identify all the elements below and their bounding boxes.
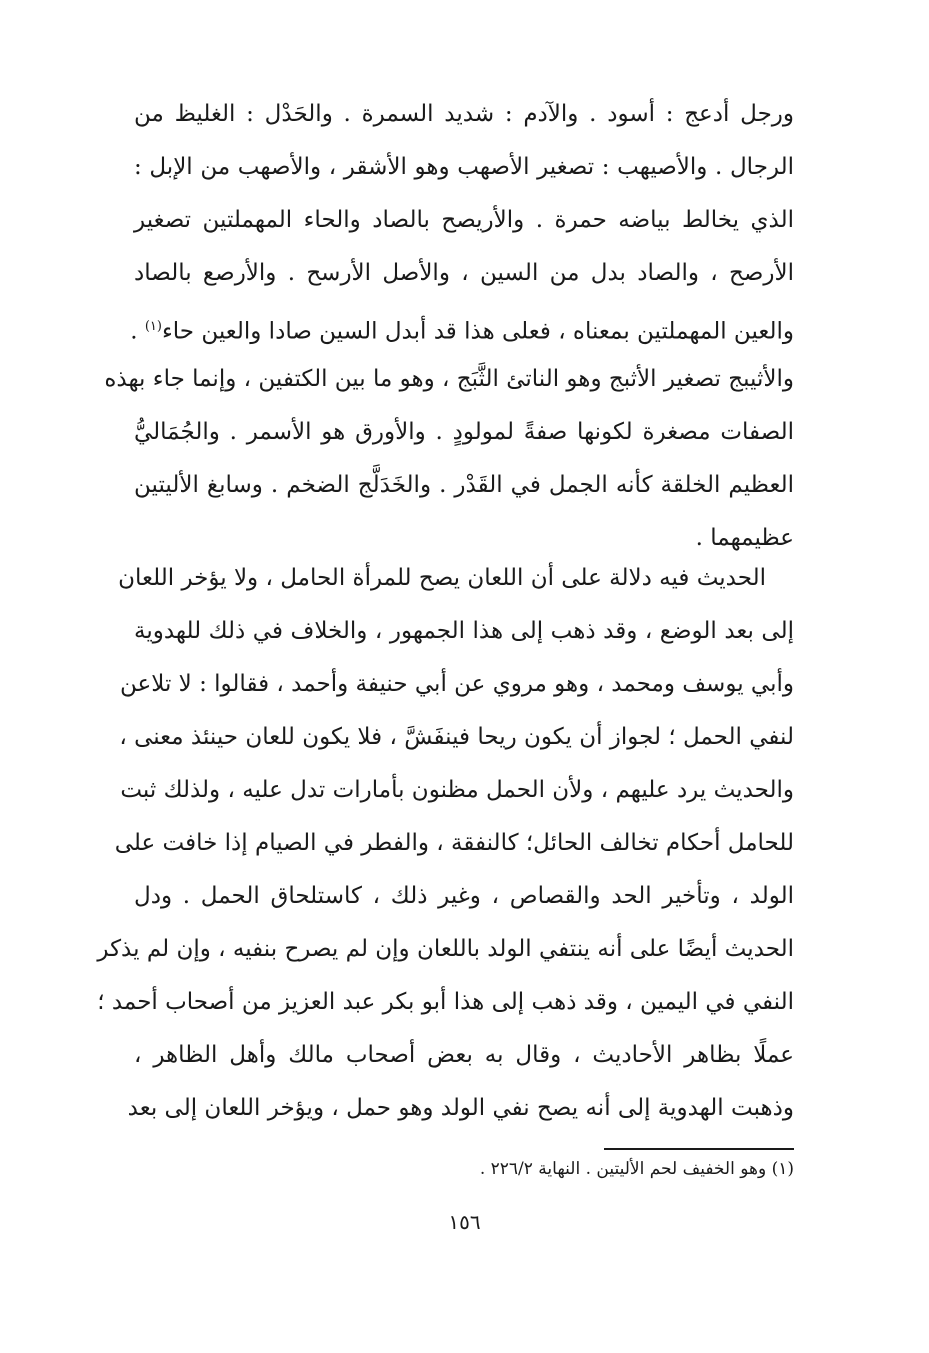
- text-line: لنفي الحمل ؛ لجواز أن يكون ريحا فينفَشَّ ، فلا يكون للعان حينئذ معنى ،: [119, 724, 794, 750]
- paragraph-1: [104, 88, 794, 565]
- paragraph-2: [97, 552, 794, 1135]
- text-line: العظيم الخلقة كأنه الجمل في القَدْر . والخَدَلَّج الضخم . وسابغ الأليتين: [134, 472, 794, 498]
- text-line: وذهبت الهدوية إلى أنه يصح نفي الولد وهو حمل ، ويؤخر اللعان إلى بعد: [127, 1095, 794, 1121]
- text-line: الصفات مصغرة لكونها صفةً لمولودٍ . والأورق هو الأسمر . والجُمَاليُّ: [134, 419, 794, 445]
- text-line: الأرصح ، والصاد بدل من السين ، والأصل الأرسح . والأرصع بالصاد: [134, 260, 794, 286]
- text-line-content: والعين المهملتين بمعناه ، فعلى هذا قد أبدل السين صادا والعين حاء: [161, 318, 794, 345]
- text-line: للحامل أحكام تخالف الحائل؛ كالنفقة ، والفطر في الصيام إذا خافت على: [114, 830, 794, 856]
- text-line: الحديث أيضًا على أنه ينتفي الولد باللعان وإن لم يصرح بنفيه ، وإن لم يذكر: [97, 936, 794, 962]
- text-line: الرجال . والأصيهب : تصغير الأصهب وهو الأشقر ، والأصهب من الإبل :: [134, 154, 794, 180]
- footnote-reference: (١): [144, 319, 162, 334]
- text-line: والأثيبج تصغير الأثبج وهو الناتئ الثَّبَج ، وهو ما بين الكتفين ، وإنما جاء بهذه: [104, 366, 794, 392]
- text-line: إلى بعد الوضع ، وقد ذهب إلى هذا الجمهور ، والخلاف في ذلك للهدوية: [134, 618, 794, 644]
- text-line: الولد ، وتأخير الحد والقصاص ، وغير ذلك ، كاستلحاق الحمل . ودل: [134, 883, 794, 909]
- text-line: الذي يخالط بياضه حمرة . والأريصح بالصاد والحاء المهملتين تصغير: [134, 207, 794, 233]
- text-line: ورجل أدعج : أسود . والآدم : شديد السمرة . والحَدْل : الغليظ من: [134, 101, 794, 127]
- text-line: وأبي يوسف ومحمد ، وهو مروي عن أبي حنيفة وأحمد ، فقالوا : لا تلاعن: [120, 671, 794, 697]
- footnote: (١) وهو الخفيف لحم الأليتين . النهاية ٢٢٦/٢ .: [479, 1159, 794, 1179]
- text-line: عظيمهما .: [695, 525, 794, 551]
- footnote-divider: [604, 1148, 794, 1150]
- text-line: النفي في اليمين ، وقد ذهب إلى هذا أبو بكر عبد العزيز من أصحاب أحمد ؛: [97, 989, 794, 1015]
- text-line: عملًا بظاهر الأحاديث ، وقال به بعض أصحاب مالك وأهل الظاهر ،: [134, 1042, 794, 1068]
- text-line: الحديث فيه دلالة على أن اللعان يصح للمرأة الحامل ، ولا يؤخر اللعان: [118, 565, 766, 591]
- page-number: ١٥٦: [448, 1210, 481, 1234]
- text-line: والحديث يرد عليهم ، ولأن الحمل مظنون بأمارات تدل عليه ، ولذلك ثبت: [120, 777, 794, 803]
- text-line-with-footnote-ref: والعين المهملتين بمعناه ، فعلى هذا قد أبدل السين صادا والعين حاء$^{(١)}$ .: [130, 318, 794, 345]
